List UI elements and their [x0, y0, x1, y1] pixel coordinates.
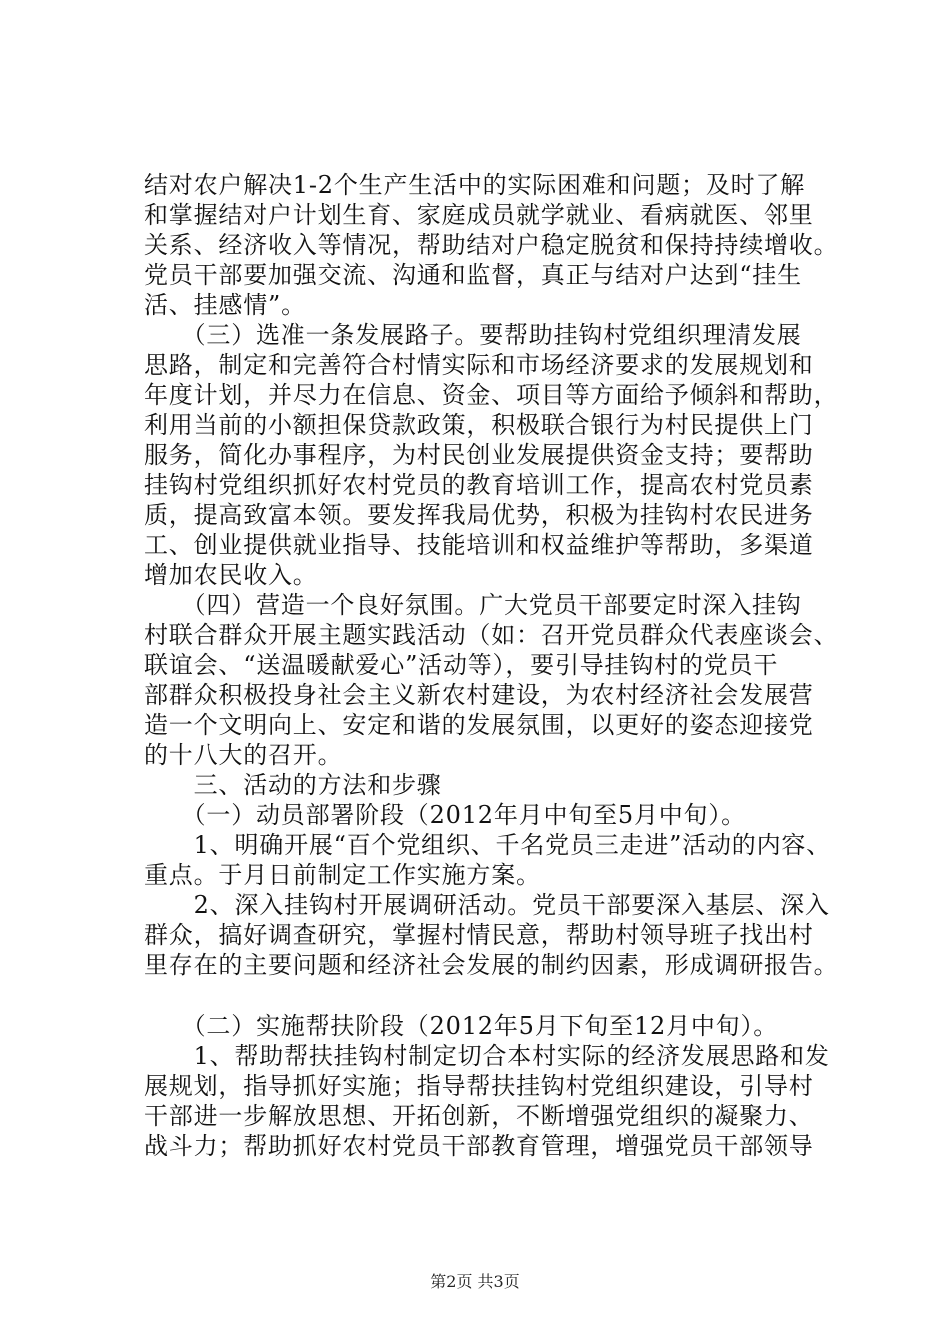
text-line: 利用当前的小额担保贷款政策，积极联合银行为村民提供上门 [144, 411, 814, 439]
text-line: 2、深入挂钩村开展调研活动。党员干部要深入基层、深入 [144, 891, 830, 919]
section-heading-line: 三、活动的方法和步骤 [144, 771, 442, 799]
text-line: 群众，搞好调查研究，掌握村情民意，帮助村领导班子找出村 [144, 921, 814, 949]
text-line: 服务，简化办事程序，为村民创业发展提供资金支持；要帮助 [144, 441, 814, 469]
text-line: 干部进一步解放思想、开拓创新，不断增强党组织的凝聚力、 [144, 1102, 814, 1130]
text-line: 结对农户解决1-2个生产生活中的实际困难和问题；及时了解 [144, 171, 806, 199]
text-line: 造一个文明向上、安定和谐的发展氛围，以更好的姿态迎接党 [144, 711, 814, 739]
document-body [144, 170, 844, 1161]
text-line: 年度计划，并尽力在信息、资金、项目等方面给予倾斜和帮助， [144, 381, 839, 409]
text-line: 1、明确开展“百个党组织、千名党员三走进”活动的内容、 [144, 831, 832, 859]
section-heading-line: （三）选准一条发展路子。要帮助挂钩村党组织理清发展 [144, 321, 802, 349]
text-line: 村联合群众开展主题实践活动（如：召开党员群众代表座谈会、 [144, 621, 839, 649]
section-heading-line: （四）营造一个良好氛围。广大党员干部要定时深入挂钩 [144, 591, 802, 619]
text-line: 活、挂感情”。 [144, 291, 306, 319]
text-line: 关系、经济收入等情况，帮助结对户稳定脱贫和保持持续增收。 [144, 231, 839, 259]
text-line: 党员干部要加强交流、沟通和监督，真正与结对户达到“挂生 [144, 261, 802, 289]
text-line: 工、创业提供就业指导、技能培训和权益维护等帮助，多渠道 [144, 531, 814, 559]
text-line: 1、帮助帮扶挂钩村制定切合本村实际的经济发展思路和发 [144, 1042, 830, 1070]
text-line: 和掌握结对户计划生育、家庭成员就学就业、看病就医、邻里 [144, 201, 814, 229]
section-heading-line: （一）动员部署阶段（2012年月中旬至5月中旬）。 [144, 801, 746, 829]
text-line: 重点。于月日前制定工作实施方案。 [144, 861, 541, 889]
text-line: 质，提高致富本领。要发挥我局优势，积极为挂钩村农民进务 [144, 501, 814, 529]
text-line: 里存在的主要问题和经济社会发展的制约因素，形成调研报告。 [144, 951, 839, 979]
text-line: 思路，制定和完善符合村情实际和市场经济要求的发展规划和 [144, 351, 814, 379]
blank-line [144, 980, 844, 1011]
text-line: 的十八大的召开。 [144, 741, 343, 769]
text-line: 联谊会、“送温暖献爱心”活动等），要引导挂钩村的党员干 [144, 651, 779, 679]
text-line: 增加农民收入。 [144, 561, 318, 589]
text-line: 部群众积极投身社会主义新农村建设，为农村经济社会发展营 [144, 681, 814, 709]
text-line: 展规划，指导抓好实施；指导帮扶挂钩村党组织建设，引导村 [144, 1072, 814, 1100]
text-line: 挂钩村党组织抓好农村党员的教育培训工作，提高农村党员素 [144, 471, 814, 499]
text-line: 战斗力；帮助抓好农村党员干部教育管理，增强党员干部领导 [144, 1132, 814, 1160]
page-number-footer: 第2页 共3页 [430, 1272, 520, 1291]
section-heading-line: （二）实施帮扶阶段（2012年5月下旬至12月中旬）。 [144, 1012, 779, 1040]
